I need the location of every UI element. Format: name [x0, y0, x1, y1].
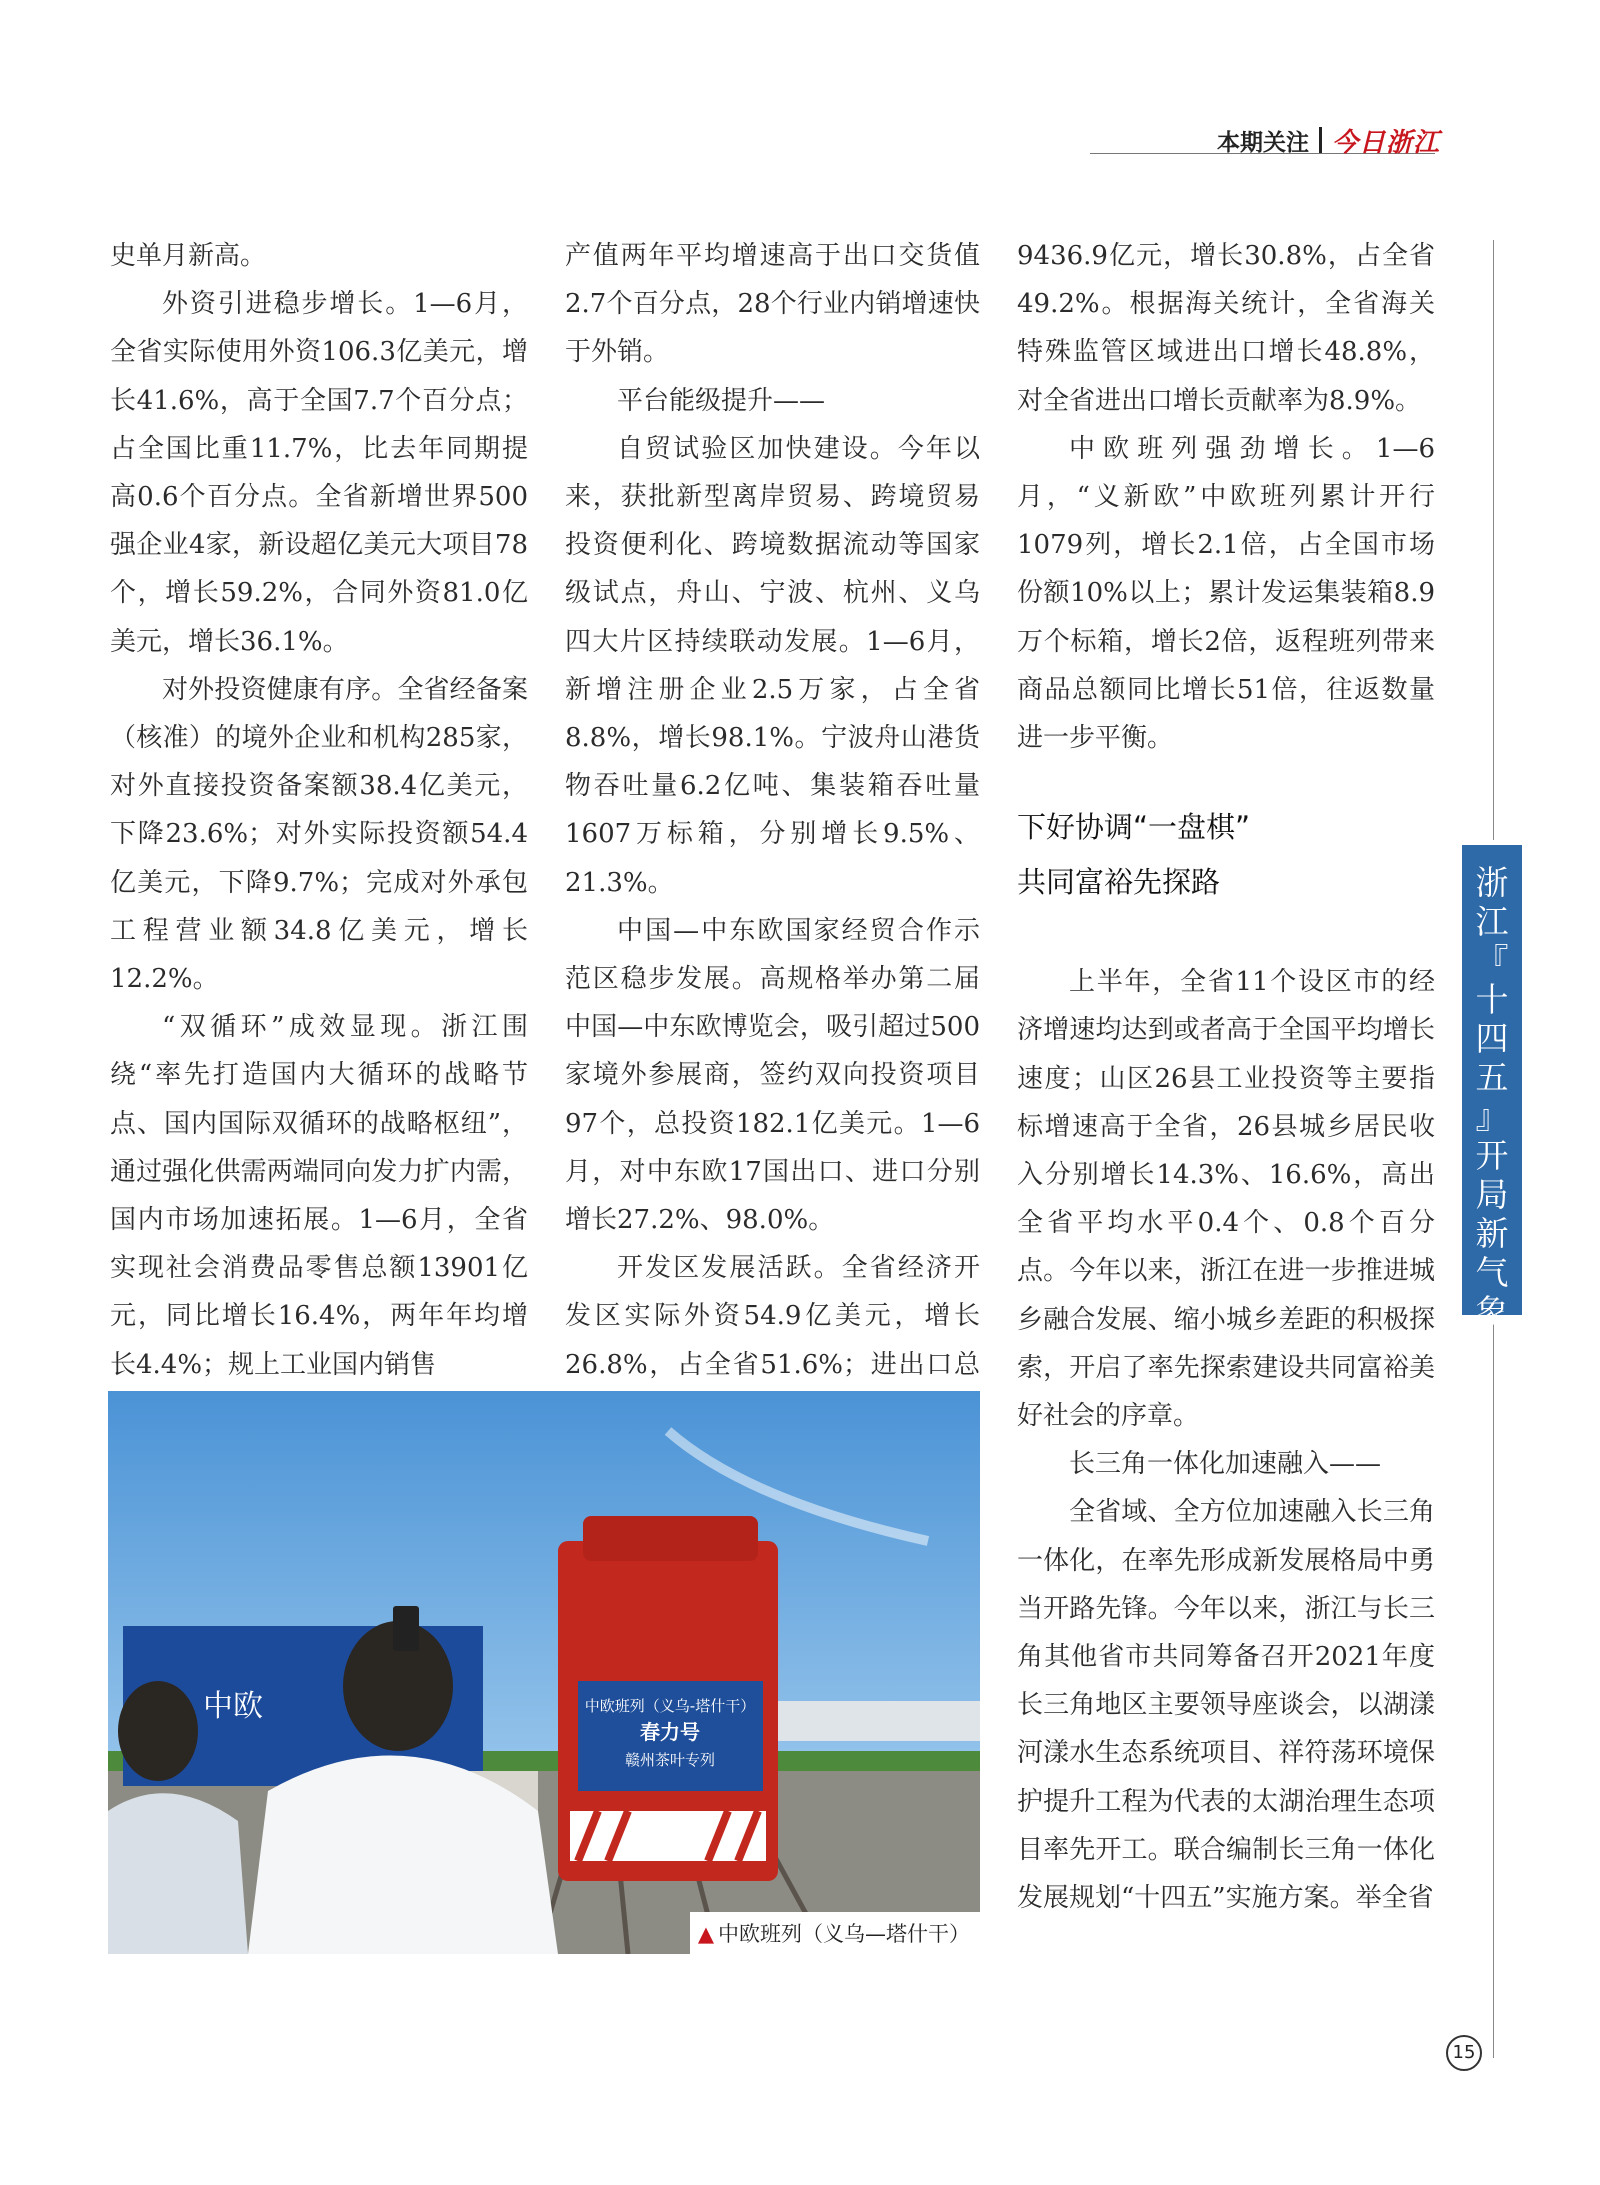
paragraph: 产值两年平均增速高于出口交货值2.7个百分点，28个行业内销增速快于外销。 [565, 241, 980, 368]
column-2 [565, 232, 980, 1437]
warehouse [768, 1701, 980, 1741]
side-section-tab [1462, 845, 1522, 1331]
section-title-line1: 下好协调“一盘棋” [1017, 810, 1251, 845]
train-illustration [108, 1391, 980, 1954]
column-1 [110, 232, 528, 1389]
bystander-shirt [108, 1793, 248, 1954]
banner-text: 赣州茶叶专列 [624, 1751, 716, 1769]
paragraph: 对外投资健康有序。全省经备案（核准）的境外企业和机构285家，对外直接投资备案额38.4亿美元，下降23.6%；对外实际投资额54.4亿美元，下降9.7%；完成对外承包工程营业额34.8亿美元，增长12.2%。 [110, 674, 528, 995]
paragraph: “双循环”成效显现。浙江围绕“率先打造国内大循环的战略节点、国内国际双循环的战略枢纽”，通过强化供需两端同向发力扩内需，国内市场加速拓展。1—6月，全省实现社会消费品零售总额13901亿元，同比增长16.4%，两年年均增长4.4%；规上工业国内销售 [110, 1012, 528, 1380]
margin-rule-top [1493, 240, 1494, 840]
tab-char: 『 [1475, 941, 1509, 980]
magazine-logo: 今日浙江 [1331, 127, 1440, 158]
locomotive-cab [583, 1516, 758, 1561]
paragraph: 9436.9亿元，增长30.8%，占全省49.2%。根据海关统计，全省海关特殊监管区域进出口增长48.8%，对全省进出口增长贡献率为8.9%。 [1017, 241, 1435, 416]
column-3 [1017, 232, 1435, 1922]
page-number: 15 [1446, 2035, 1482, 2071]
tab-char: 十 [1475, 980, 1509, 1019]
billboard-text: 中欧 [203, 1689, 263, 1724]
tab-char: 开 [1475, 1136, 1509, 1175]
locomotive-stripe [570, 1811, 766, 1861]
subheading: 长三角一体化加速融入—— [1069, 1449, 1382, 1480]
header-section: 本期关注 [1216, 129, 1309, 156]
paragraph: 上半年，全省11个设区市的经济增速均达到或者高于全国平均增长速度；山区26县工业投资等主要指标增速高于全省，26县城乡居民收入分别增长14.3%、16.6%，高出全省平均水平0.4个、0.8个百分点。今年以来，浙江在进一步推进城乡融合发展、缩小城乡差距的积极探索，开启了率先探索建设共同富裕美好社会的序章。 [1017, 967, 1435, 1432]
tab-char: 局 [1475, 1175, 1509, 1214]
paragraph: 史单月新高。 [110, 241, 267, 271]
paragraph: 外资引进稳步增长。1—6月，全省实际使用外资106.3亿美元，增长41.6%，高于全国7.7个百分点；占全国比重11.7%，比去年同期提高0.6个百分点。全省新增世界500强企业4家，新设超亿美元大项目78个，增长59.2%，合同外资81.0亿美元，增长36.1%。 [110, 289, 528, 657]
tab-char: 浙 [1475, 863, 1509, 902]
tab-char: 』 [1475, 1097, 1509, 1136]
paragraph: 中欧班列强劲增长。1—6月，“义新欧”中欧班列累计开行1079列，增长2.1倍，占全国市场份额10%以上；累计发运集装箱8.9万个标箱，增长2倍，返程班列带来商品总额同比增长51倍，往返数量进一步平衡。 [1017, 433, 1435, 754]
section-title [1017, 800, 1435, 910]
paragraph: 开发区发展活跃。全省经济开发区实际外资54.9亿美元，增长26.8%，占全省51.6%；进出口总 [565, 1253, 980, 1380]
paragraph: 自贸试验区加快建设。今年以来，获批新型离岸贸易、跨境贸易投资便利化、跨境数据流动等国家级试点，舟山、宁波、杭州、义乌四大片区持续联动发展。1—6月，新增注册企业2.5万家，占全省8.8%，增长98.1%。宁波舟山港货物吞吐量6.2亿吨、集装箱吞吐量1607万标箱，分别增长9.5%、21.3%。 [565, 433, 980, 898]
tab-char: 新 [1475, 1214, 1509, 1253]
tab-char: 气 [1475, 1253, 1509, 1292]
tab-char: 四 [1475, 1019, 1509, 1058]
running-header [1160, 122, 1440, 158]
paragraph: 中国—中东欧国家经贸合作示范区稳步发展。高规格举办第二届中国—中东欧博览会，吸引超过500家境外参展商，签约双向投资项目97个，总投资182.1亿美元。1—6月，对中东欧17国出口、进口分别增长27.2%、98.0%。 [565, 915, 980, 1236]
phone [393, 1606, 419, 1651]
photo-caption [690, 1912, 980, 1954]
bystander-head [118, 1681, 198, 1781]
caption-marker-icon: ▲ [697, 1922, 714, 1946]
paragraph: 全省域、全方位加速融入长三角一体化，在率先形成新发展格局中勇当开路先锋。今年以来，浙江与长三角其他省市共同筹备召开2021年度长三角地区主要领导座谈会，以湖漾河漾水生态系统项目、祥符荡环境保护提升工程为代表的太湖治理生态项目率先开工。联合编制长三角一体化发展规划“十四五”实施方案。举全省 [1017, 1497, 1435, 1914]
banner-text: 中欧班列（义乌-塔什干） [584, 1697, 756, 1715]
train-photo [108, 1391, 980, 1954]
header-divider [1319, 127, 1322, 153]
caption-text: 中欧班列（义乌—塔什干） [718, 1922, 970, 1946]
tab-char: 象 [1475, 1292, 1509, 1331]
tab-char: 五 [1475, 1058, 1509, 1097]
section-title-line2: 共同富裕先探路 [1017, 865, 1221, 900]
tab-char: 江 [1475, 902, 1509, 941]
banner-text: 春力号 [640, 1720, 700, 1744]
subheading: 平台能级提升—— [617, 385, 826, 416]
margin-rule-bottom [1493, 1318, 1494, 2058]
